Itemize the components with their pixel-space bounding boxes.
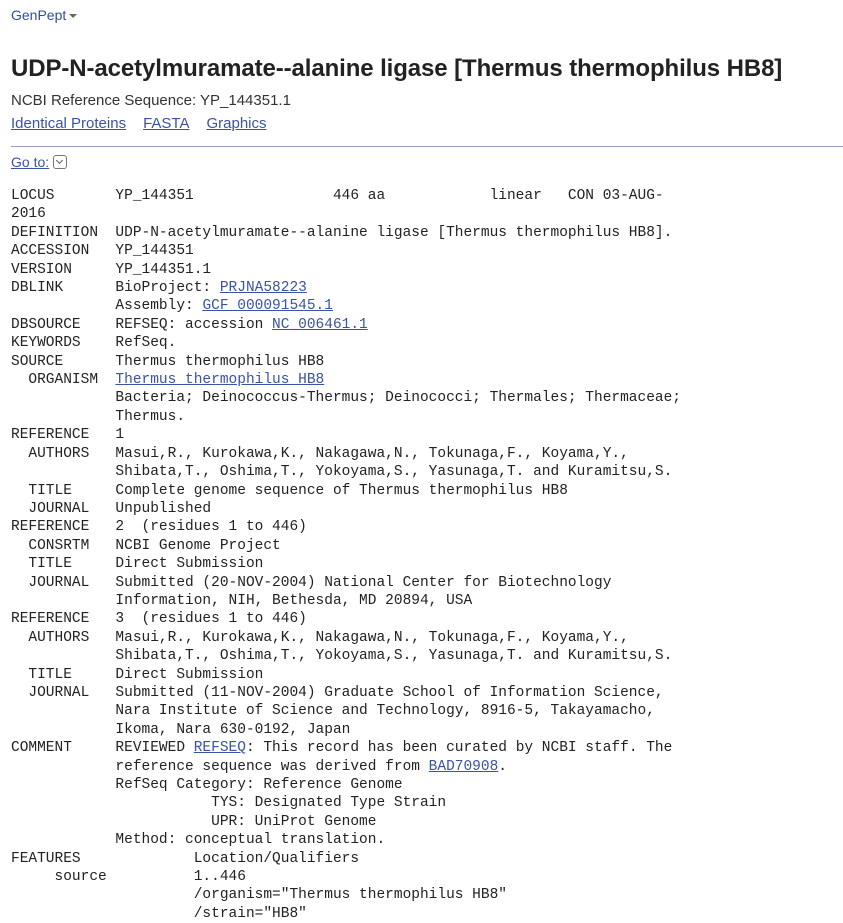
refseq-link[interactable]: REFSEQ [193,740,246,757]
record-line: DBSOURCE REFSEQ: accession [11,316,273,333]
record-line: LOCUS YP_144351 446 aa linear CON 03-AUG- [11,188,664,204]
record-line: . [498,758,507,775]
record-line: Shibata,T., Oshima,T., Yokoyama,S., Yasunaga,T. and Kuramitsu,S. [11,648,673,665]
record-line: COMMENT REVIEWED [11,740,194,757]
record-line: Assembly: [11,298,203,315]
record-line: Shibata,T., Oshima,T., Yokoyama,S., Yasunaga,T. and Kuramitsu,S. [11,464,673,481]
record-line: UPR: UniProt Genome [11,813,377,830]
identical-proteins-link[interactable]: Identical Proteins [11,115,127,132]
fasta-link[interactable]: FASTA [143,115,190,132]
record-line: RefSeq Category: Reference Genome [11,777,403,793]
record-line: /strain="HB8" [11,905,307,922]
record-line: ORGANISM [11,372,116,389]
record-line: KEYWORDS RefSeq. [11,335,177,352]
record-line: Method: conceptual translation. [11,832,386,849]
record-line: REFERENCE 1 [11,427,125,444]
record-line: TITLE Direct Submission [11,556,264,573]
record-line: source 1..446 [11,869,246,886]
record-links [11,115,284,132]
bioproject-link[interactable]: PRJNA58223 [219,280,307,297]
record-line: Thermus. [11,408,186,425]
record-line: TITLE Direct Submission [11,666,264,683]
record-line: SOURCE Thermus thermophilus HB8 [11,353,325,370]
record-line: Ikoma, Nara 630-0192, Japan [11,721,351,738]
record-line: JOURNAL Submitted (20-NOV-2004) National Center for Biotechnology [11,574,612,591]
genpept-record [11,187,681,923]
reference-sequence-line: NCBI Reference Sequence: YP_144351.1 [11,92,291,109]
record-line: CONSRTM NCBI Genome Project [11,537,281,554]
goto-menu[interactable] [11,154,67,170]
record-line: VERSION YP_144351.1 [11,261,212,278]
record-line: REFERENCE 3 (residues 1 to 446) [11,611,307,628]
record-line: Bacteria; Deinococcus-Thermus; Deinococci; Thermales; Thermaceae; [11,390,682,407]
record-line: AUTHORS Masui,R., Kurokawa,K., Nakagawa,N., Tokunaga,F., Koyama,Y., [11,629,629,646]
database-selector[interactable] [11,7,77,23]
record-line: reference sequence was derived from [11,758,429,775]
record-line: 2016 [11,206,46,223]
record-line: /organism="Thermus thermophilus HB8" [11,887,507,904]
record-line: JOURNAL Unpublished [11,500,212,517]
page-title: UDP-N-acetylmuramate--alanine ligase [Thermus thermophilus HB8] [11,55,783,82]
source-accession-link[interactable]: BAD70908 [428,758,499,775]
dbsource-accession-link[interactable]: NC_006461.1 [272,316,368,333]
record-line: TYS: Designated Type Strain [11,795,447,812]
goto-label[interactable]: Go to: [11,154,50,170]
graphics-link[interactable]: Graphics [206,115,267,132]
record-line: Information, NIH, Bethesda, MD 20894, USA [11,592,473,609]
database-selector-label: GenPept [11,7,67,23]
assembly-link[interactable]: GCF_000091545.1 [202,298,333,315]
record-line: DBLINK BioProject: [11,280,220,297]
record-line: JOURNAL Submitted (11-NOV-2004) Graduate School of Information Science, [11,684,664,701]
chevron-down-icon [69,14,77,18]
record-line: ACCESSION YP_144351 [11,243,194,260]
record-line: : This record has been curated by NCBI staff. The [245,740,673,757]
chevron-down-icon[interactable] [53,155,67,169]
record-line: TITLE Complete genome sequence of Thermus thermophilus HB8 [11,482,568,499]
record-line: REFERENCE 2 (residues 1 to 446) [11,519,307,536]
record-line: AUTHORS Masui,R., Kurokawa,K., Nakagawa,N., Tokunaga,F., Koyama,Y., [11,445,629,462]
organism-link[interactable]: Thermus thermophilus HB8 [115,372,325,389]
divider [11,146,843,147]
record-line: DEFINITION UDP-N-acetylmuramate--alanine ligase [Thermus thermophilus HB8]. [11,224,673,241]
record-line: Nara Institute of Science and Technology, 8916-5, Takayamacho, [11,703,655,720]
record-line: FEATURES Location/Qualifiers [11,850,360,867]
